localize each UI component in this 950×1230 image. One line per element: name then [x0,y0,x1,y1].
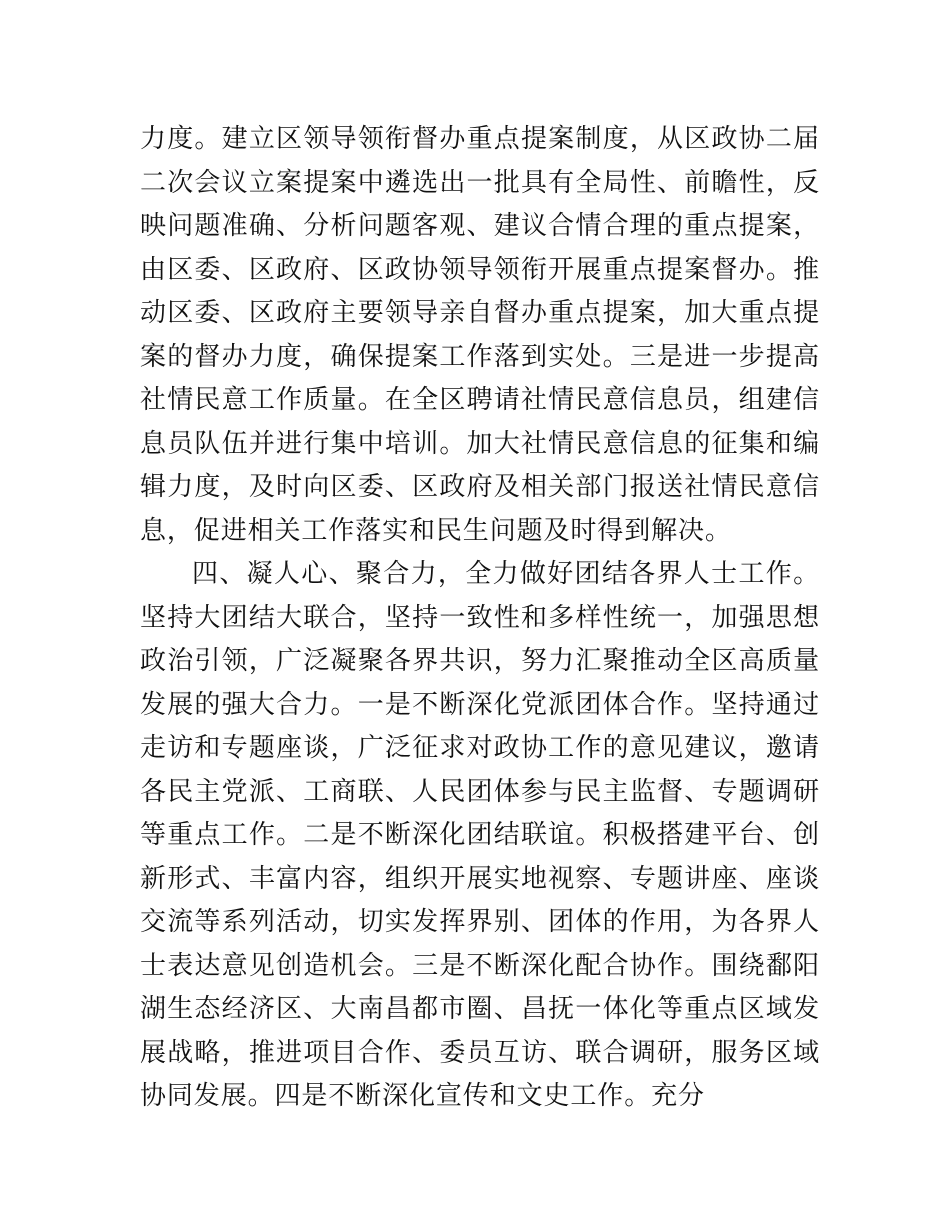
paragraph-continuation: 力度。建立区领导领衔督办重点提案制度，从区政协二届二次会议立案提案中遴选出一批具有全局性、前瞻性，反映问题准确、分析问题客观、建议合情合理的重点提案，由区委、区政府、区政协领导领衔开展重点提案督办。推动区委、区政府主要领导亲自督办重点提案，加大重点提案的督办力度，确保提案工作落到实处。三是进一步提高社情民意工作质量。在全区聘请社情民意信息员，组建信息员队伍并进行集中培训。加大社情民意信息的征集和编辑力度，及时向区委、区政府及相关部门报送社情民意信息，促进相关工作落实和民生问题及时得到解决。 [140,124,820,546]
paragraph-section-four: 四、凝人心、聚合力，全力做好团结各界人士工作。坚持大团结大联合，坚持一致性和多样性统一，加强思想政治引领，广泛凝聚各界共识，努力汇聚推动全区高质量发展的强大合力。一是不断深化党派团体合作。坚持通过走访和专题座谈，广泛征求对政协工作的意见建议，邀请各民主党派、工商联、人民团体参与民主监督、专题调研等重点工作。二是不断深化团结联谊。积极搭建平台、创新形式、丰富内容，组织开展实地视察、专题讲座、座谈交流等系列活动，切实发挥界别、团体的作用，为各界人士表达意见创造机会。三是不断深化配合协作。围绕鄱阳湖生态经济区、大南昌都市圈、昌抚一体化等重点区域发展战略，推进项目合作、委员互访、联合调研，服务区域协同发展。四是不断深化宣传和文史工作。充分 [140,559,820,1111]
body-text [140,118,820,1119]
